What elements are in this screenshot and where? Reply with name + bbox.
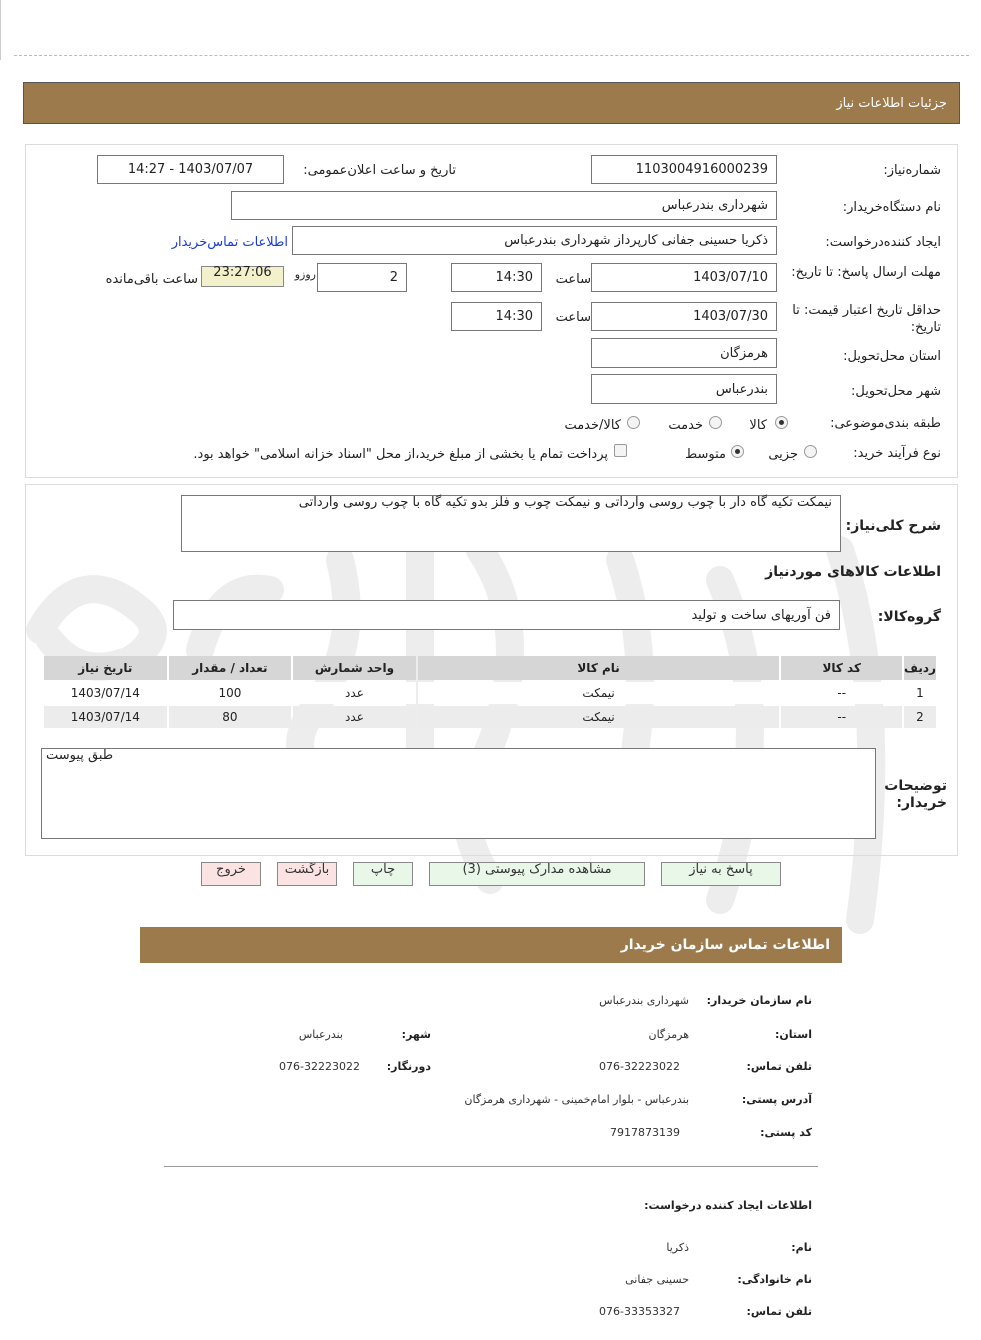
buyer-notes-label: توضیحات خریدار:	[884, 778, 947, 811]
creator-phone-value: 076-33353327	[599, 1305, 680, 1318]
respond-button[interactable]: پاسخ به نیاز	[661, 862, 781, 886]
remaining-label: ساعت باقی‌مانده	[105, 272, 198, 287]
postal-value: 7917873139	[610, 1126, 680, 1139]
org-label: نام سازمان خریدار:	[706, 994, 812, 1007]
col-unit: واحد شمارش	[293, 656, 416, 680]
city-label: شهر:	[401, 1028, 431, 1041]
creator-family-value: حسینی جفانی	[625, 1273, 689, 1286]
delivery-city-label: شهر محل‌تحویل:	[851, 384, 941, 399]
cell-name: نیمکت	[418, 682, 780, 704]
need-number-field: 1103004916000239	[591, 155, 777, 184]
buyer-notes-field	[41, 748, 876, 839]
creator-name-value: ذکریا	[666, 1241, 689, 1254]
creator-name-label: نام:	[791, 1241, 812, 1254]
creator-phone-label: تلفن تماس:	[746, 1305, 812, 1318]
table-row	[44, 706, 936, 728]
buyer-org-field: شهرداری بندرعباس	[231, 191, 777, 220]
fax-label: دورنگار:	[386, 1060, 431, 1073]
phone-value: 076-32223022	[599, 1060, 680, 1073]
goods-group-field: فن آوریهای ساخت و تولید	[173, 600, 840, 630]
cell-qty: 100	[169, 682, 292, 704]
purchase-option-medium: متوسط	[685, 447, 726, 462]
col-code: کد کالا	[781, 656, 902, 680]
contact-header	[140, 927, 842, 963]
announce-datetime-label: تاریخ و ساعت اعلان‌عمومی:	[303, 163, 456, 178]
purchase-radio-medium[interactable]	[731, 445, 744, 458]
phone-label: تلفن تماس:	[746, 1060, 812, 1073]
purchase-radio-minor[interactable]	[804, 445, 817, 458]
exit-button[interactable]: خروج	[201, 862, 261, 886]
announce-datetime-field: 1403/07/07 - 14:27	[97, 155, 284, 184]
province-value: هرمزگان	[648, 1028, 689, 1041]
buyer-notes-text: طبق پیوست	[46, 748, 114, 763]
buyer-contact-link[interactable]: اطلاعات تماس‌خریدار	[171, 235, 288, 250]
requester-field: ذکریا حسینی جفانی کارپرداز شهرداری بندرعباس	[292, 226, 777, 255]
cell-code: --	[781, 706, 902, 728]
details-header	[23, 82, 960, 124]
category-radio-both[interactable]	[627, 416, 640, 429]
purchase-option-minor: جزیی	[768, 447, 798, 462]
goods-group-label: گروه‌کالا:	[877, 609, 941, 625]
col-qty: تعداد / مقدار	[169, 656, 292, 680]
response-time-field: 14:30	[451, 263, 542, 292]
price-validity-date-field: 1403/07/30	[591, 302, 777, 331]
need-number-label: شماره‌نیاز:	[883, 163, 941, 178]
response-time-label: ساعت	[555, 272, 591, 287]
org-value: شهرداری بندرعباس	[599, 994, 689, 1007]
cell-qty: 80	[169, 706, 292, 728]
table-row	[44, 682, 936, 704]
response-days-label: روزو	[294, 268, 316, 281]
cell-unit: عدد	[293, 682, 416, 704]
province-label: استان:	[775, 1028, 812, 1041]
address-label: آدرس پستی:	[741, 1093, 812, 1106]
contact-header-title: اطلاعات تماس سازمان خریدار	[620, 937, 830, 953]
top-divider	[14, 55, 969, 56]
category-radio-service[interactable]	[709, 416, 722, 429]
address-value: بندرعباس - بلوار امام‌خمینی - شهرداری هرمزگان	[464, 1093, 689, 1106]
cell-date: 1403/07/14	[44, 706, 167, 728]
col-name: نام کالا	[418, 656, 780, 680]
cell-name: نیمکت	[418, 706, 780, 728]
cell-date: 1403/07/14	[44, 682, 167, 704]
back-button[interactable]: بازگشت	[277, 862, 337, 886]
category-option-goods: کالا	[749, 418, 767, 433]
cell-row: 1	[904, 682, 936, 704]
price-validity-time-field: 14:30	[451, 302, 542, 331]
delivery-province-field: هرمزگان	[591, 338, 777, 368]
postal-label: کد پستی:	[760, 1126, 812, 1139]
category-label: طبقه بندی‌موضوعی:	[830, 416, 941, 431]
category-option-service: خدمت	[668, 418, 703, 433]
response-date-field: 1403/07/10	[591, 263, 777, 292]
creator-title: اطلاعات ایجاد کننده درخواست:	[644, 1199, 812, 1212]
response-days-field: 2	[317, 263, 407, 292]
requester-label: ایجاد کننده‌درخواست:	[825, 235, 941, 250]
delivery-province-label: استان محل‌تحویل:	[843, 349, 941, 364]
city-value: بندرعباس	[298, 1028, 343, 1041]
treasury-checkbox[interactable]	[614, 444, 627, 457]
price-validity-time-label: ساعت	[555, 310, 591, 325]
contact-separator	[164, 1166, 818, 1167]
attachments-button[interactable]: مشاهده مدارک پیوستی (3)	[429, 862, 645, 886]
category-option-both: کالا/خدمت	[564, 418, 621, 433]
general-desc-label: شرح کلی‌نیاز:	[845, 518, 941, 534]
treasury-note: پرداخت تمام یا بخشی از مبلغ خرید،از محل "اسناد خزانه اسلامی" خواهد بود.	[193, 447, 608, 462]
delivery-city-field: بندرعباس	[591, 374, 777, 404]
response-deadline-label: مهلت ارسال پاسخ: تا تاریخ:	[791, 265, 941, 280]
page-edge-line	[0, 0, 1, 60]
cell-unit: عدد	[293, 706, 416, 728]
buyer-org-label: نام دستگاه‌خریدار:	[842, 200, 941, 215]
fax-value: 076-32223022	[279, 1060, 360, 1073]
col-date: تاریخ نیاز	[44, 656, 167, 680]
print-button[interactable]: چاپ	[353, 862, 413, 886]
goods-table-header	[44, 656, 936, 680]
general-desc-field: نیمکت تکیه گاه دار با چوب روسی وارداتی و نیمکت چوب و فلز بدو تکیه گاه با چوب روسی وارداتی	[181, 495, 841, 552]
goods-info-title: اطلاعات کالاهای مورد‌نیاز	[765, 564, 941, 580]
cell-row: 2	[904, 706, 936, 728]
creator-family-label: نام خانوادگی:	[737, 1273, 812, 1286]
purchase-type-label: نوع فرآیند خرید:	[853, 446, 941, 461]
col-row: ردیف	[904, 656, 936, 680]
details-header-title: جزئیات اطلاعات نیاز	[836, 95, 947, 111]
category-radio-goods[interactable]	[775, 416, 788, 429]
cell-code: --	[781, 682, 902, 704]
remaining-timer: 23:27:06	[201, 266, 284, 287]
price-validity-label: حداقل تاریخ اعتبار قیمت: تا تاریخ:	[792, 303, 941, 335]
goods-table	[42, 654, 938, 730]
